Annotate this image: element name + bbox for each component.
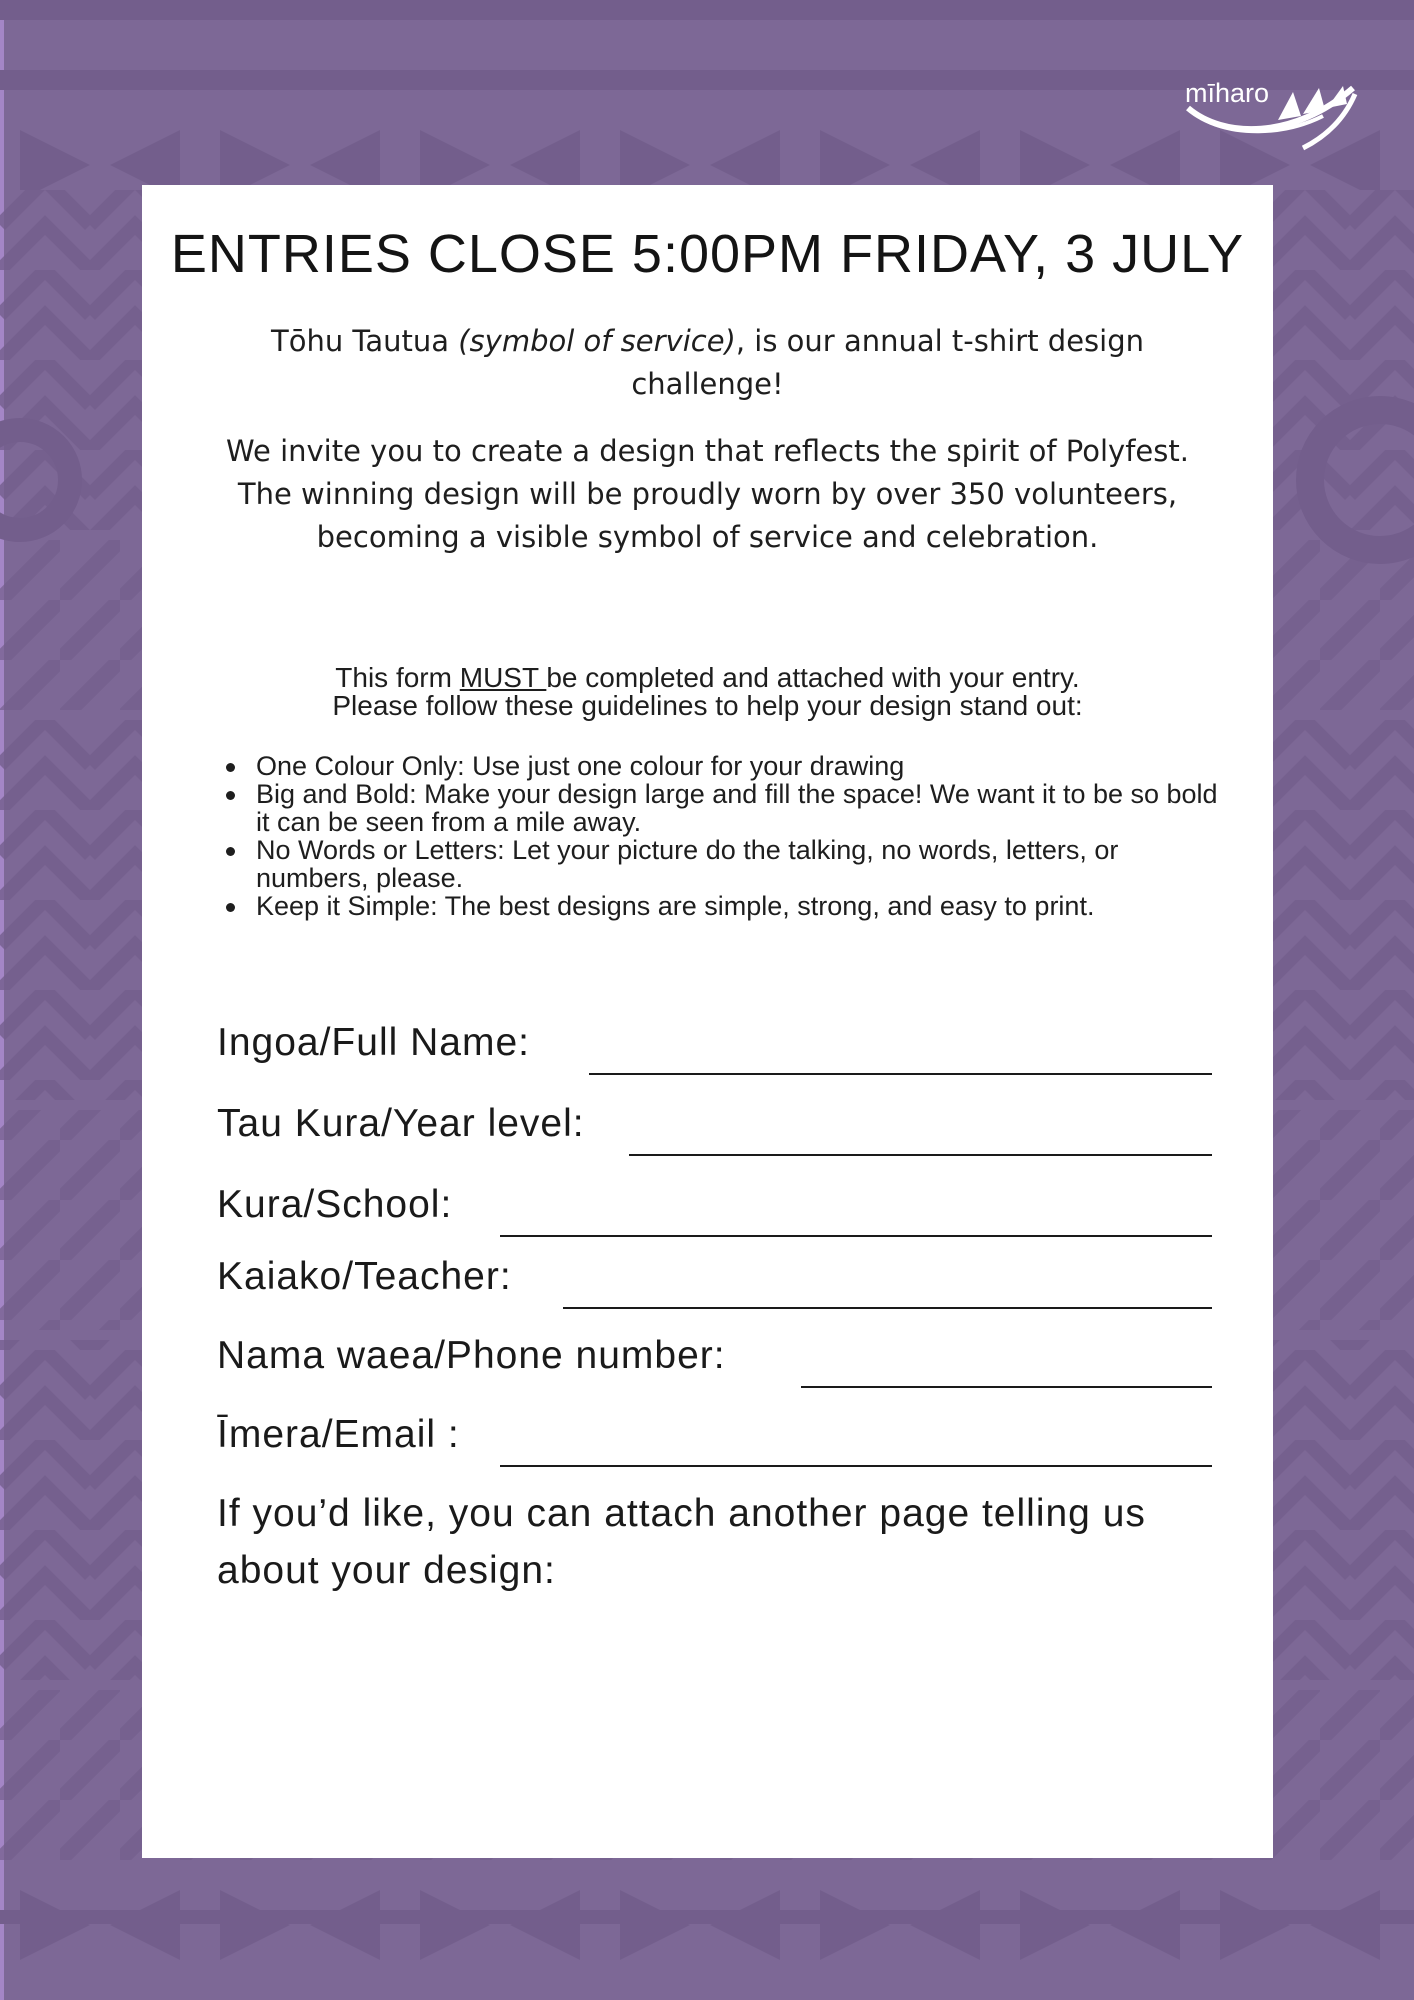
guideline-item: One Colour Only: Use just one colour for your drawing bbox=[222, 752, 1222, 780]
email-label: Īmera/Email : bbox=[217, 1413, 460, 1456]
guideline-item: Keep it Simple: The best designs are simple, strong, and easy to print. bbox=[222, 892, 1222, 920]
instructions-lead: This form bbox=[335, 662, 460, 693]
teacher-label: Kaiako/Teacher: bbox=[217, 1255, 512, 1298]
school-line[interactable] bbox=[500, 1235, 1212, 1237]
guidelines-list bbox=[222, 752, 1222, 920]
year-level-label: Tau Kura/Year level: bbox=[217, 1102, 585, 1145]
intro-translation: (symbol of service) bbox=[458, 324, 736, 358]
teacher-line[interactable] bbox=[563, 1307, 1212, 1309]
instructions-emphasis: MUST bbox=[459, 662, 547, 693]
full-name-label: Ingoa/Full Name: bbox=[217, 1021, 530, 1064]
intro-paragraph bbox=[212, 320, 1203, 406]
full-name-field bbox=[217, 1021, 1217, 1075]
instructions bbox=[212, 664, 1203, 720]
intro-rest: , is our annual t-shirt design challenge! bbox=[631, 324, 1144, 401]
school-label: Kura/School: bbox=[217, 1183, 453, 1226]
phone-label: Nama waea/Phone number: bbox=[217, 1334, 726, 1377]
phone-field bbox=[217, 1334, 1217, 1388]
instructions-rest: be completed and attached with your entry. bbox=[546, 662, 1080, 693]
fern-swirl-icon bbox=[1183, 78, 1361, 156]
email-field bbox=[217, 1413, 1217, 1467]
attachment-note: If you’d like, you can attach another page telling us about your design: bbox=[217, 1492, 1146, 1592]
year-level-field bbox=[217, 1102, 1217, 1156]
phone-line[interactable] bbox=[801, 1386, 1212, 1388]
miharo-logo bbox=[1183, 78, 1361, 156]
invitation-paragraph: We invite you to create a design that reflects the spirit of Polyfest. The winning design will be proudly worn by over 350 volunteers, becoming a visible symbol of service and celebration. bbox=[226, 434, 1189, 554]
intro-lead: Tōhu Tautua bbox=[270, 324, 459, 358]
deadline-heading: ENTRIES CLOSE 5:00PM FRIDAY, 3 JULY bbox=[170, 224, 1245, 284]
year-level-line[interactable] bbox=[629, 1154, 1212, 1156]
teacher-field bbox=[217, 1255, 1217, 1309]
guideline-item: No Words or Letters: Let your picture do the talking, no words, letters, or numbers, please. bbox=[222, 836, 1222, 892]
full-name-line[interactable] bbox=[589, 1073, 1212, 1075]
email-line[interactable] bbox=[500, 1465, 1212, 1467]
school-field bbox=[217, 1183, 1217, 1237]
logo-text: mīharo bbox=[1185, 78, 1270, 108]
instructions-line2: Please follow these guidelines to help your design stand out: bbox=[332, 690, 1083, 721]
guideline-item: Big and Bold: Make your design large and fill the space! We want it to be so bold it can be seen from a mile away. bbox=[222, 780, 1222, 836]
entry-form-card bbox=[142, 185, 1273, 1858]
